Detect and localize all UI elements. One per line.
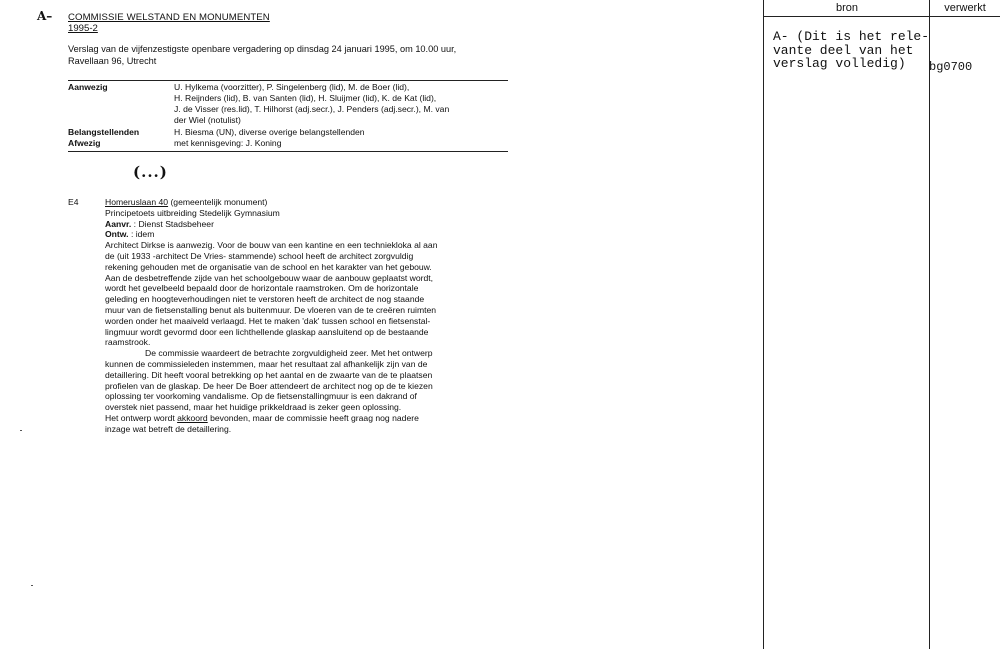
conclusion-line <box>105 413 505 424</box>
paragraph-line: Architect Dirkse is aanwezig. Voor de bouw van een kantine en een techniekloka al aan <box>105 240 438 251</box>
intro-line: Verslag van de vijfenzestigste openbare vergadering op dinsdag 24 januari 1995, om 10.00 uur, <box>68 44 457 54</box>
item-applicant <box>105 219 505 230</box>
section-marker: A– <box>37 9 53 23</box>
agenda-item-code: E4 <box>68 197 79 207</box>
paragraph-line: profielen van de glaskap. De heer De Boer attendeert de architect nog op de te kiezen <box>105 380 433 391</box>
paragraph-line: raamstrook. <box>105 337 151 348</box>
column-divider-left <box>763 0 764 649</box>
attendance-value: H. Biesma (UN), diverse overige belangstellenden <box>174 127 365 137</box>
column-header-bron: bron <box>835 2 859 14</box>
attendance-top-rule <box>68 80 508 81</box>
paragraph-line: Aan de desbetreffende zijde van het schoolgebouw waar de aanbouw geplaatst wordt, <box>105 272 434 283</box>
agenda-item-body <box>105 197 505 435</box>
processed-code: bg0700 <box>929 60 973 74</box>
attendance-label: Aanwezig <box>68 82 108 92</box>
paragraph-line: de (uit 1933 -architect De Vries- stammende) school heeft de architect zorgvuldig <box>105 250 414 261</box>
designer-label: Ontw. <box>105 229 129 240</box>
source-note-line: verslag volledig) <box>773 56 906 71</box>
paragraph-line: overstek niet passend, maar het huidige prikkeldraad is zeker geen oplossing. <box>105 402 402 413</box>
source-note <box>773 30 929 71</box>
attendance-value: met kennisgeving: J. Koning <box>174 138 282 148</box>
conclusion-line: inzage wat betreft de detaillering. <box>105 423 232 434</box>
attendance-value: der Wiel (notulist) <box>174 115 241 125</box>
intro-line: Ravellaan 96, Utrecht <box>68 56 157 66</box>
source-note-line: A- (Dit is het rele- <box>773 29 930 44</box>
paragraph-line: worden onder het maaiveld verlaagd. Het te maken 'dak' tussen school en fietsenstal- <box>105 315 431 326</box>
omission-marker: (...) <box>133 163 168 181</box>
column-divider-right <box>929 0 930 649</box>
attendance-value: H. Reijnders (lid), B. van Santen (lid), H. Sluijmer (lid), K. de Kat (lid), <box>174 93 437 103</box>
document-title: COMMISSIE WELSTAND EN MONUMENTEN <box>68 12 270 23</box>
conclusion-post: bevonden, maar de commissie heeft graag nog nadere <box>207 412 419 423</box>
item-address: Homeruslaan 40 <box>105 197 169 207</box>
item-heading <box>105 197 505 208</box>
conclusion-keyword: akkoord <box>177 412 208 423</box>
column-header-rule <box>763 16 1000 17</box>
item-subject: Principetoets uitbreiding Stedelijk Gymnasium <box>105 207 280 218</box>
attendance-value: J. de Visser (res.lid), T. Hilhorst (adj.secr.), J. Penders (adj.secr.), M. van <box>174 104 450 114</box>
attendance-value: U. Hylkema (voorzitter), P. Singelenberg (lid), M. de Boer (lid), <box>174 82 410 92</box>
paragraph-line: wordt het gevelbeeld bepaald door de horizontale raamstroken. Om de horizontale <box>105 283 419 294</box>
paragraph-line: oplossing ter voorkoming vandalisme. Op de fietsenstallingmuur is een dakrand of <box>105 391 417 402</box>
source-note-line: vante deel van het <box>773 42 914 58</box>
attendance-label: Belangstellenden <box>68 127 140 137</box>
scan-speck <box>20 430 22 431</box>
attendance-label: Afwezig <box>68 138 101 148</box>
column-header-verwerkt: verwerkt <box>944 2 986 14</box>
paragraph-line: muur van de fietsenstalling benut als buitenmuur. De vloeren van de te creëren ruimten <box>105 304 437 315</box>
applicant-value: : Dienst Stadsbeheer <box>131 218 214 229</box>
paragraph-line: De commissie waardeert de betrachte zorgvuldigheid zeer. Met het ontwerp <box>145 348 433 359</box>
document-subtitle: 1995-2 <box>68 23 98 34</box>
designer-value: : idem <box>128 229 155 240</box>
paragraph-line: detaillering. Dit heeft vooral betrekking op het aantal en de zwaarte van de te plaatsen <box>105 369 433 380</box>
paragraph-line: kunnen de commissieleden instemmen, maar het resultaat zal afhankelijk zijn van de <box>105 358 428 369</box>
paragraph-line: geleding en hoogteverhoudingen niet te verstoren heeft de architect de nog staande <box>105 294 425 305</box>
scan-speck <box>31 585 33 586</box>
attendance-bottom-rule <box>68 151 508 152</box>
paragraph-line: lingmuur wordt gevormd door een lichthellende glaskap aansluitend op de bestaande <box>105 326 429 337</box>
item-designer <box>105 229 505 240</box>
item-address-suffix: (gemeentelijk monument) <box>168 197 268 207</box>
applicant-label: Aanvr. <box>105 218 132 229</box>
conclusion-pre: Het ontwerp wordt <box>105 412 178 423</box>
paragraph-line: rekening gehouden met de organisatie van de school en het karakter van het gebouw. <box>105 261 432 272</box>
